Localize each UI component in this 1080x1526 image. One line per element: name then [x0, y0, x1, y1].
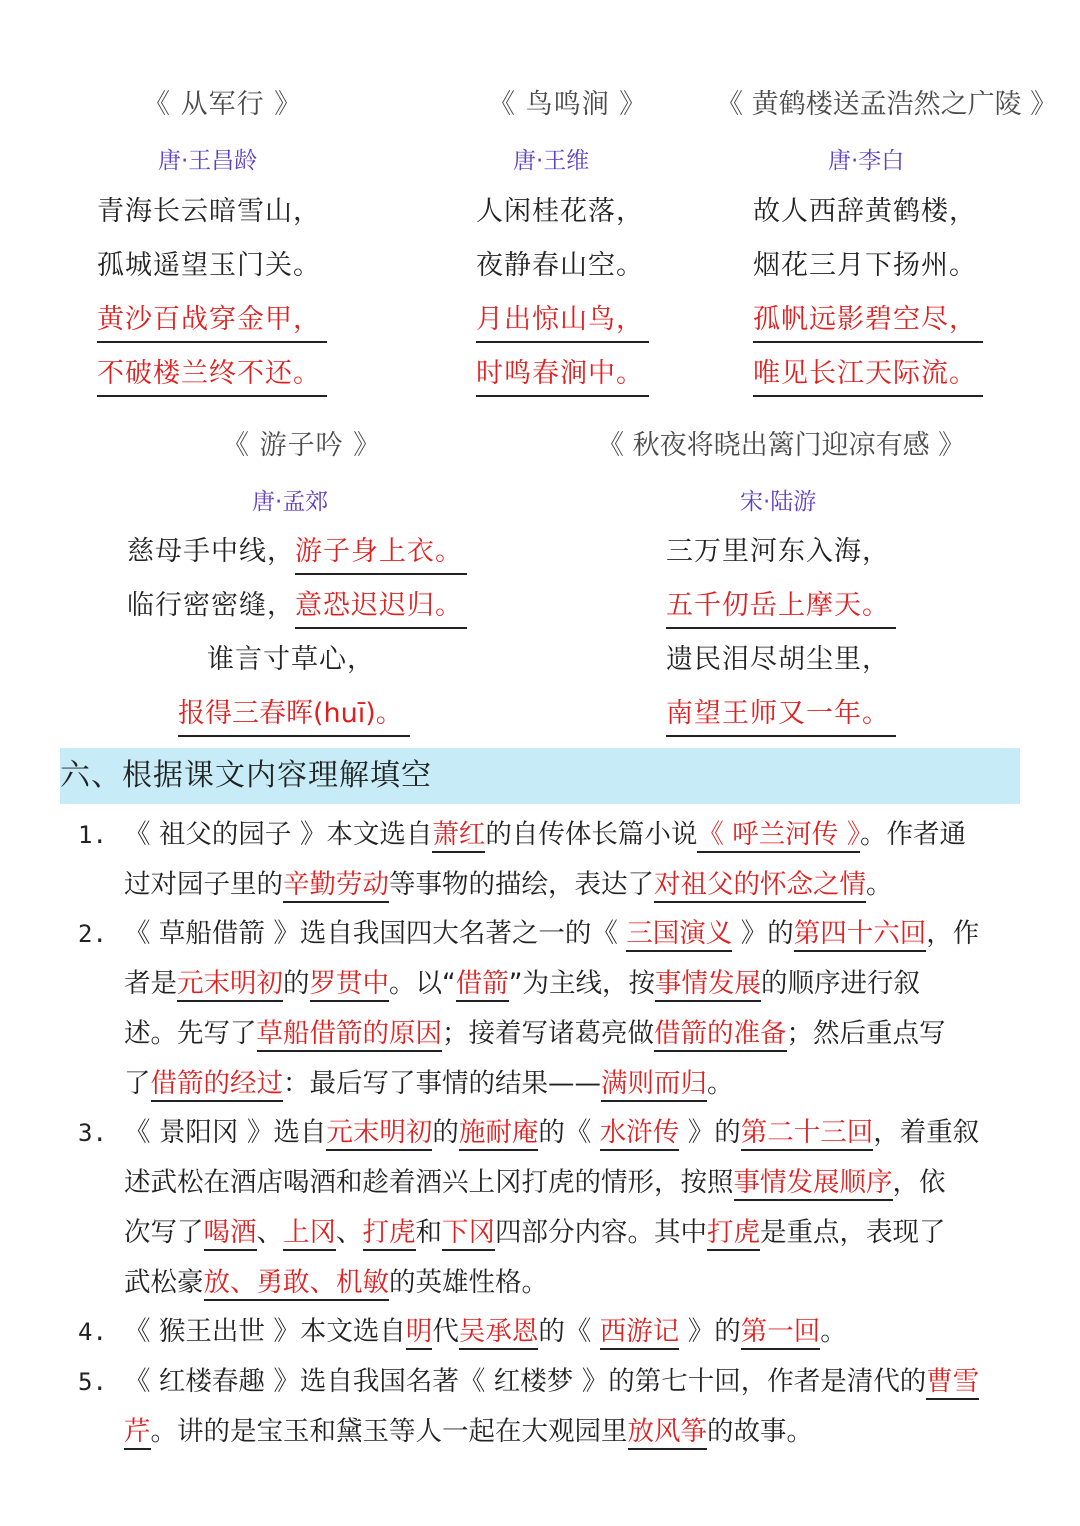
question-number: 3. [78, 1119, 107, 1147]
question-text: 的顺序进行叙 [760, 968, 920, 999]
question-text: 》的 [679, 1117, 741, 1148]
question-line [124, 914, 979, 954]
poem-line-text: 故人西辞黄鹤楼， [753, 196, 977, 227]
poem-line [97, 354, 327, 397]
poem-line [476, 300, 649, 343]
answer-blank: 意恐迟迟归。 [295, 586, 467, 629]
answer-blank: 喝酒 [204, 1217, 257, 1251]
question-text: 是重点，表现了 [760, 1217, 946, 1248]
answer-blank: 借箭的经过 [151, 1068, 284, 1102]
question-text: 了 [124, 1068, 151, 1099]
question-text: 述。先写了 [124, 1018, 257, 1049]
answer-blank: 放、勇敢、机敏 [204, 1267, 390, 1301]
poem-line [666, 640, 890, 680]
answer-blank: 第二十三回 [741, 1117, 874, 1151]
answer-blank: 孤帆远影碧空尽， [753, 300, 983, 343]
answer-blank: 事情发展 [655, 968, 761, 1002]
poem-author: 宋·陆游 [740, 489, 817, 515]
answer-blank: 唯见长江天际流。 [753, 354, 983, 397]
question-text: 和 [415, 1217, 442, 1248]
poem-line [97, 246, 321, 286]
poem-line [666, 532, 890, 572]
question-text: 的《 [538, 1117, 600, 1148]
answer-blank: 西游记 [600, 1316, 680, 1350]
question-number: 2. [78, 920, 107, 948]
answer-blank: 满则而归 [601, 1068, 707, 1102]
poem-line-text: 青海长云暗雪山， [97, 196, 321, 227]
poem-title: 《 黄鹤楼送孟浩然之广陵 》 [716, 89, 1058, 120]
question-text: 《 祖父的园子 》本文选自 [124, 819, 433, 850]
poem-title: 《 游子吟 》 [222, 430, 382, 461]
answer-blank: 罗贯中 [310, 968, 390, 1002]
answer-blank: 第一回 [741, 1316, 821, 1350]
question-text: 四部分内容。其中 [495, 1217, 707, 1248]
answer-blank: 黄沙百战穿金甲， [97, 300, 327, 343]
question-text: 《 猴王出世 》本文选自 [124, 1316, 406, 1347]
answer-blank: 借箭的准备 [654, 1018, 787, 1052]
question-text: 的故事。 [707, 1416, 813, 1447]
question-text: 者是 [124, 968, 177, 999]
poem-title: 《 鸟鸣涧 》 [488, 89, 648, 120]
poem-author: 唐·王昌龄 [158, 148, 258, 174]
question-text: 。作者通 [859, 819, 966, 850]
question-text: 武松豪 [124, 1267, 204, 1298]
poem-line-text: 三万里河东入海， [666, 536, 890, 567]
poem-line-text: 人闲桂花落， [476, 196, 644, 227]
poem-line [127, 586, 467, 629]
poem-line [178, 694, 410, 737]
answer-blank: 《 呼兰河传 》 [697, 819, 860, 853]
poem-author: 唐·孟郊 [252, 489, 329, 515]
question-text: ：最后写了事情的结果—— [283, 1068, 601, 1099]
answer-blank: 元末明初 [177, 968, 283, 1002]
question-text: 的英雄性格。 [389, 1267, 548, 1298]
question-text: 《 景阳冈 》选自 [124, 1117, 327, 1148]
answer-blank: 南望王师又一年。 [666, 694, 896, 737]
answer-blank: 五千仞岳上摩天。 [666, 586, 896, 629]
poem-line [753, 192, 977, 232]
question-line [124, 865, 893, 905]
poem-title: 《 从军行 》 [143, 89, 303, 120]
answer-blank: 施耐庵 [459, 1117, 539, 1151]
answer-blank: 下冈 [442, 1217, 495, 1251]
answer-blank: 元末明初 [326, 1117, 432, 1151]
question-text: 。 [820, 1316, 847, 1347]
question-number: 4. [78, 1318, 107, 1346]
answer-blank: 三国演义 [626, 918, 732, 952]
poem-line [476, 354, 649, 397]
question-line [124, 1014, 946, 1054]
question-text: 述武松在酒店喝酒和趁着酒兴上冈打虎的情形，按照 [124, 1167, 734, 1198]
question-text: 。以“ [389, 968, 456, 999]
answer-blank: 打虎 [707, 1217, 760, 1251]
answer-blank: 对祖父的怀念之情 [654, 869, 866, 903]
answer-blank: 不破楼兰终不还。 [97, 354, 327, 397]
answer-blank: 借箭 [456, 968, 509, 1002]
answer-blank: 萧红 [432, 819, 485, 853]
question-text: 的 [432, 1117, 459, 1148]
question-line [124, 1163, 946, 1203]
answer-blank: 上冈 [283, 1217, 336, 1251]
answer-blank: 草船借箭的原因 [257, 1018, 443, 1052]
answer-blank: 事情发展顺序 [734, 1167, 893, 1201]
poem-line [97, 300, 327, 343]
answer-blank: 月出惊山鸟， [476, 300, 649, 343]
answer-blank: 辛勤劳动 [283, 869, 389, 903]
poem-line-text: 孤城遥望玉门关。 [97, 250, 321, 281]
question-text: 《 草船借箭 》选自我国四大名著之一的《 [124, 918, 627, 949]
question-text: 、 [256, 1217, 283, 1248]
question-text: 的自传体长篇小说 [485, 819, 698, 850]
question-text: ，依 [892, 1167, 946, 1198]
poem-line-text: 临行密密缝， [127, 590, 295, 621]
question-line [124, 1412, 813, 1452]
poem-line-text: 烟花三月下扬州。 [753, 250, 977, 281]
poem-line [476, 246, 644, 286]
question-text: 的《 [538, 1316, 600, 1347]
question-line [124, 1263, 548, 1303]
question-text: ；接着写诸葛亮做 [442, 1018, 654, 1049]
question-line [124, 1312, 847, 1352]
question-line [124, 964, 920, 1004]
question-line [124, 815, 966, 855]
poem-line [207, 640, 375, 680]
poem-title: 《 秋夜将晓出篱门迎凉有感 》 [597, 430, 966, 461]
answer-blank: 时鸣春涧中。 [476, 354, 649, 397]
question-text: ；然后重点写 [786, 1018, 946, 1049]
answer-blank: 第四十六回 [794, 918, 927, 952]
answer-blank: 曹雪 [926, 1366, 979, 1400]
question-text: 。 [866, 869, 893, 900]
question-text: 过对园子里的 [124, 869, 283, 900]
poem-author: 唐·李白 [828, 148, 905, 174]
poem-line [666, 694, 896, 737]
answer-blank: 游子身上衣。 [295, 532, 467, 575]
question-text: 》的 [732, 918, 794, 949]
poem-line [753, 354, 983, 397]
question-text: 等事物的描绘，表达了 [389, 869, 654, 900]
question-text: 代 [432, 1316, 459, 1347]
answer-blank: 芹 [124, 1416, 151, 1450]
question-number: 5. [78, 1368, 107, 1396]
question-line [124, 1064, 734, 1104]
question-text: ，着重叙 [873, 1117, 980, 1148]
answer-blank: 放风筝 [628, 1416, 708, 1450]
question-text: ，作 [926, 918, 980, 949]
answer-blank: 吴承恩 [459, 1316, 539, 1350]
poem-line [476, 192, 644, 232]
question-text: 《 红楼春趣 》选自我国名著《 红楼梦 》的第七十回，作者是清代的 [124, 1366, 927, 1397]
question-text: ”为主线，按 [508, 968, 655, 999]
question-text: 。 [707, 1068, 734, 1099]
question-line [124, 1362, 979, 1402]
question-text: 的 [283, 968, 310, 999]
answer-blank: 打虎 [363, 1217, 416, 1251]
poem-line-text: 慈母手中线， [127, 536, 295, 567]
poem-line [666, 586, 896, 629]
poem-line-text: 夜静春山空。 [476, 250, 644, 281]
answer-blank: 明 [406, 1316, 433, 1350]
question-text: 。讲的是宝玉和黛玉等人一起在大观园里 [150, 1416, 628, 1447]
question-text: 次写了 [124, 1217, 204, 1248]
poem-line-text: 谁言寸草心， [207, 644, 375, 675]
answer-blank: 水浒传 [600, 1117, 680, 1151]
question-line [124, 1213, 946, 1253]
section-title: 六、根据课文内容理解填空 [60, 758, 432, 793]
answer-blank: 报得三春晖(huī)。 [178, 694, 410, 737]
poem-line [97, 192, 321, 232]
poem-line [753, 300, 983, 343]
question-text: 、 [336, 1217, 363, 1248]
question-text: 》的 [679, 1316, 741, 1347]
poem-line-text: 遗民泪尽胡尘里， [666, 644, 890, 675]
question-line [124, 1113, 979, 1153]
poem-line [753, 246, 977, 286]
poem-line [127, 532, 467, 575]
question-number: 1. [78, 821, 107, 849]
poem-author: 唐·王维 [513, 148, 590, 174]
